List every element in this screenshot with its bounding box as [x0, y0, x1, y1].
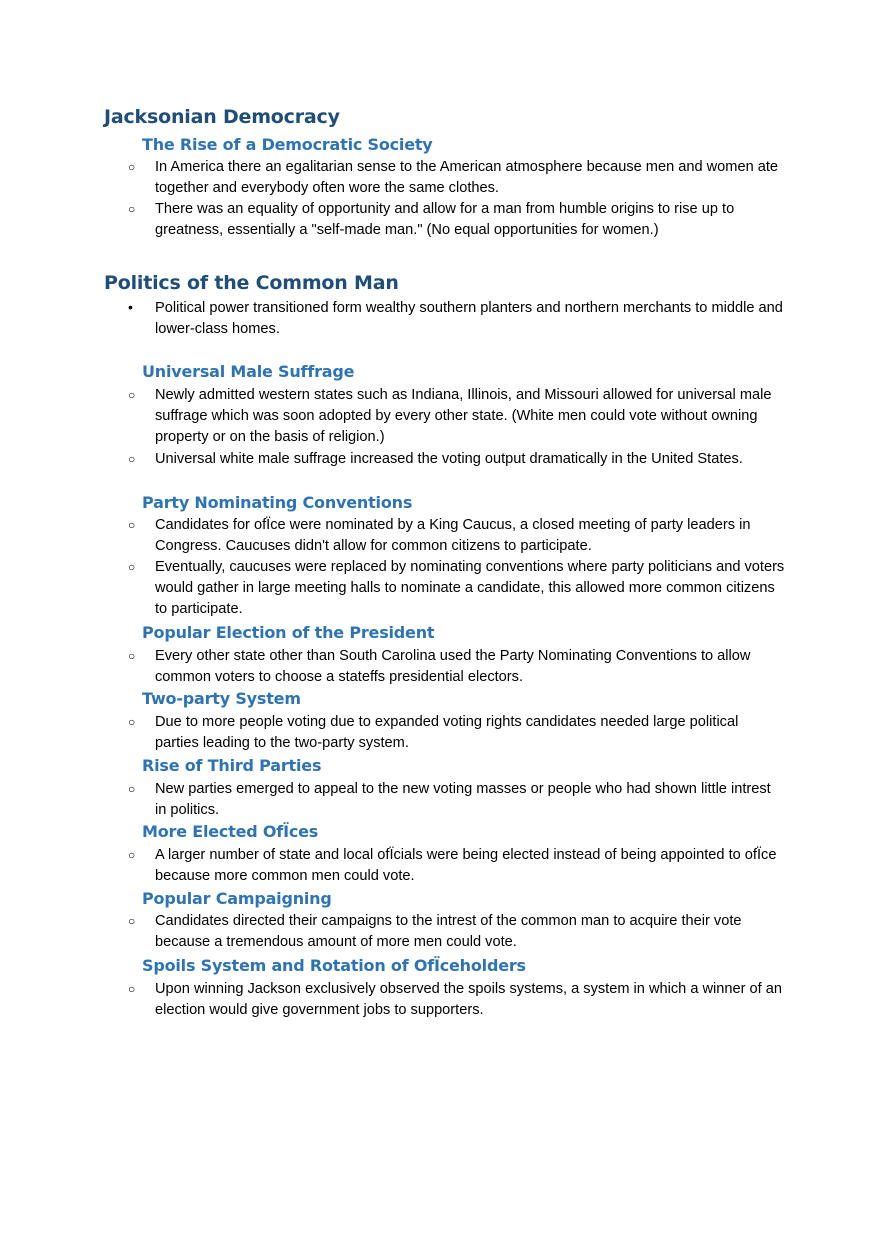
- subheading-more-elected-offices: More Elected OfÏces: [142, 822, 319, 841]
- list-item: Candidates for ofÏce were nominated by a King Caucus, a closed meeting of party leaders in Congress. Caucuses didn't allow for common citizens to participate.: [155, 517, 751, 554]
- subheading-popular-election: Popular Election of the President: [142, 623, 435, 642]
- circle-bullet-icon: ○: [128, 388, 136, 402]
- circle-bullet-icon: ○: [128, 160, 136, 174]
- subheading-popular-campaigning: Popular Campaigning: [142, 889, 332, 908]
- circle-bullet-icon: ○: [128, 982, 136, 996]
- subheading-spoils-system: Spoils System and Rotation of OfÏceholders: [142, 956, 526, 975]
- circle-bullet-icon: ○: [128, 715, 136, 729]
- list-item: There was an equality of opportunity and allow for a man from humble origins to rise up to greatness, essentially a "self-made man." (No equal opportunities for women.): [155, 201, 735, 238]
- heading-jacksonian-democracy: Jacksonian Democracy: [104, 106, 340, 128]
- circle-bullet-icon: ○: [128, 202, 136, 216]
- subheading-two-party-system: Two-party System: [142, 689, 301, 708]
- list-item: Upon winning Jackson exclusively observed the spoils systems, a system in which a winner of an election would give government jobs to supporters.: [155, 981, 783, 1018]
- circle-bullet-icon: ○: [128, 914, 136, 928]
- list-item: New parties emerged to appeal to the new voting masses or people who had shown little intrest in politics.: [155, 781, 771, 818]
- bullet-dot-icon: •: [128, 299, 133, 315]
- circle-bullet-icon: ○: [128, 848, 136, 862]
- circle-bullet-icon: ○: [128, 518, 136, 532]
- circle-bullet-icon: ○: [128, 782, 136, 796]
- list-item: Every other state other than South Carolina used the Party Nominating Conventions to allow common voters to choose a stateffs presidential electors.: [155, 648, 751, 685]
- circle-bullet-icon: ○: [128, 649, 136, 663]
- list-item: Universal white male suffrage increased the voting output dramatically in the United States.: [155, 451, 743, 467]
- heading-politics-common-man: Politics of the Common Man: [104, 272, 399, 294]
- subheading-party-nominating-conventions: Party Nominating Conventions: [142, 493, 413, 512]
- list-item: Newly admitted western states such as Indiana, Illinois, and Missouri allowed for universal male suffrage which was soon adopted by every other state. (White men could vote without owning property or on the basis of religion.): [155, 387, 772, 445]
- circle-bullet-icon: ○: [128, 560, 136, 574]
- list-item: Due to more people voting due to expanded voting rights candidates needed large political parties leading to the two-party system.: [155, 714, 739, 751]
- subheading-rise-democratic-society: The Rise of a Democratic Society: [142, 135, 433, 154]
- subheading-universal-male-suffrage: Universal Male Suffrage: [142, 362, 355, 381]
- list-item: Political power transitioned form wealthy southern planters and northern merchants to middle and lower-class homes.: [155, 300, 783, 337]
- subheading-rise-third-parties: Rise of Third Parties: [142, 756, 322, 775]
- list-item: Candidates directed their campaigns to the intrest of the common man to acquire their vote because a tremendous amount of more men could vote.: [155, 913, 742, 950]
- list-item: In America there an egalitarian sense to the American atmosphere because men and women ate together and everybody often wore the same clothes.: [155, 159, 779, 196]
- list-item: A larger number of state and local ofÏcials were being elected instead of being appointed to ofÏce because more common men could vote.: [155, 847, 777, 884]
- circle-bullet-icon: ○: [128, 452, 136, 466]
- list-item: Eventually, caucuses were replaced by nominating conventions where party politicians and voters would gather in large meeting halls to nominate a candidate, this allowed more common citizens to participate.: [155, 559, 785, 617]
